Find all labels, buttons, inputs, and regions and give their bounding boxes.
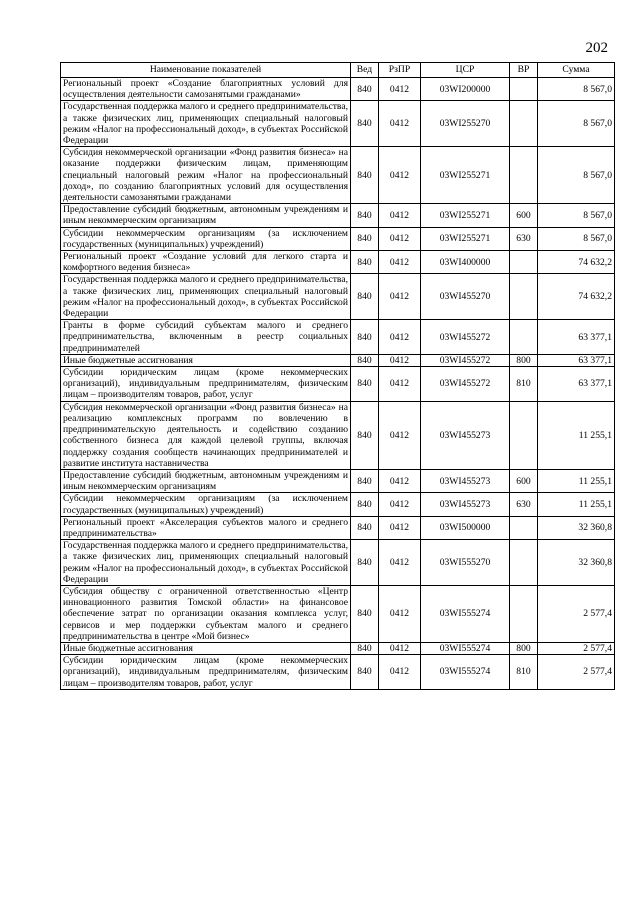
table-row: [61, 367, 615, 402]
table-row: [61, 204, 615, 227]
row-ved: 840: [351, 251, 379, 274]
row-sum: 8 567,0: [538, 147, 615, 204]
row-rzpr: 0412: [379, 101, 421, 147]
row-name: Государственная поддержка малого и среднего предпринимательства, а также физических лиц, применяющих специальный налоговый режим «Налог на профессиональный доход», в субъектах Российской Федерации: [61, 540, 351, 586]
row-sum: 11 255,1: [538, 401, 615, 469]
row-sum: 2 577,4: [538, 655, 615, 690]
column-header-sum: Сумма: [538, 63, 615, 78]
row-name: Региональный проект «Акселерация субъектов малого и среднего предпринимательства»: [61, 516, 351, 539]
row-ved: 840: [351, 320, 379, 355]
row-csr: 03WI455272: [421, 367, 510, 402]
table-row: [61, 320, 615, 355]
row-name: Государственная поддержка малого и среднего предпринимательства, а также физических лиц, применяющих специальный налоговый режим «Налог на профессиональный доход», в субъектах Российской Федерации: [61, 101, 351, 147]
table-row: [61, 493, 615, 516]
row-name: Субсидия обществу с ограниченной ответственностью «Центр инновационного развития Томской области» на финансовое обеспечение затрат по организации оказания комплекса услуг, сервисов и мер поддержки субъектам малого и среднего предпринимательства в центре «Мой бизнес»: [61, 585, 351, 642]
table-row: [61, 655, 615, 690]
row-vr: [510, 516, 538, 539]
row-sum: 63 377,1: [538, 367, 615, 402]
table-row: [61, 401, 615, 469]
row-sum: 63 377,1: [538, 320, 615, 355]
row-sum: 74 632,2: [538, 251, 615, 274]
row-ved: 840: [351, 367, 379, 402]
row-vr: 630: [510, 493, 538, 516]
row-rzpr: 0412: [379, 227, 421, 250]
table-body: [61, 78, 615, 690]
row-ved: 840: [351, 642, 379, 654]
column-header-rzpr: РзПР: [379, 63, 421, 78]
row-ved: 840: [351, 401, 379, 469]
row-rzpr: 0412: [379, 320, 421, 355]
row-ved: 840: [351, 354, 379, 366]
row-vr: 600: [510, 204, 538, 227]
row-rzpr: 0412: [379, 585, 421, 642]
table-row: [61, 251, 615, 274]
table-row: [61, 516, 615, 539]
row-rzpr: 0412: [379, 516, 421, 539]
table-row: [61, 147, 615, 204]
row-name: Иные бюджетные ассигнования: [61, 354, 351, 366]
row-vr: [510, 78, 538, 101]
row-sum: 2 577,4: [538, 585, 615, 642]
row-csr: 03WI455272: [421, 354, 510, 366]
row-name: Субсидии юридическим лицам (кроме некоммерческих организаций), индивидуальным предпринимателям, физическим лицам – производителям товаров, работ, услуг: [61, 367, 351, 402]
column-header-csr: ЦСР: [421, 63, 510, 78]
row-ved: 840: [351, 274, 379, 320]
row-csr: 03WI255271: [421, 227, 510, 250]
row-rzpr: 0412: [379, 469, 421, 492]
row-sum: 8 567,0: [538, 227, 615, 250]
page-number: 202: [585, 40, 608, 56]
row-ved: 840: [351, 469, 379, 492]
row-csr: 03WI255271: [421, 204, 510, 227]
row-csr: 03WI200000: [421, 78, 510, 101]
row-name: Субсидия некоммерческой организации «Фонд развития бизнеса» на оказание поддержки физическим лицам, применяющим специальный налоговый режим «Налог на профессиональный доход», по созданию благоприятных условий для осуществления деятельности самозанятыми гражданами: [61, 147, 351, 204]
row-rzpr: 0412: [379, 493, 421, 516]
column-header-ved: Вед: [351, 63, 379, 78]
row-sum: 8 567,0: [538, 204, 615, 227]
row-ved: 840: [351, 147, 379, 204]
table-row: [61, 101, 615, 147]
table-header-row: [61, 63, 615, 78]
row-name: Предоставление субсидий бюджетным, автономным учреждениям и иным некоммерческим организациям: [61, 204, 351, 227]
row-rzpr: 0412: [379, 274, 421, 320]
row-ved: 840: [351, 493, 379, 516]
row-vr: 810: [510, 655, 538, 690]
table-row: [61, 642, 615, 654]
row-rzpr: 0412: [379, 251, 421, 274]
row-sum: 32 360,8: [538, 516, 615, 539]
row-sum: 2 577,4: [538, 642, 615, 654]
row-rzpr: 0412: [379, 367, 421, 402]
row-vr: [510, 101, 538, 147]
row-csr: 03WI455273: [421, 493, 510, 516]
row-csr: 03WI455272: [421, 320, 510, 355]
row-csr: 03WI455270: [421, 274, 510, 320]
row-csr: 03WI500000: [421, 516, 510, 539]
row-csr: 03WI555270: [421, 540, 510, 586]
row-sum: 11 255,1: [538, 469, 615, 492]
row-name: Гранты в форме субсидий субъектам малого и среднего предпринимательства, включенным в реестр социальных предпринимателей: [61, 320, 351, 355]
table-row: [61, 227, 615, 250]
row-sum: 63 377,1: [538, 354, 615, 366]
row-vr: [510, 251, 538, 274]
column-header-vr: ВР: [510, 63, 538, 78]
row-ved: 840: [351, 204, 379, 227]
row-rzpr: 0412: [379, 354, 421, 366]
row-csr: 03WI255271: [421, 147, 510, 204]
row-vr: [510, 320, 538, 355]
row-sum: 11 255,1: [538, 493, 615, 516]
row-vr: [510, 401, 538, 469]
row-ved: 840: [351, 227, 379, 250]
row-name: Государственная поддержка малого и среднего предпринимательства, а также физических лиц, применяющих специальный налоговый режим «Налог на профессиональный доход», в субъектах Российской Федерации: [61, 274, 351, 320]
budget-table: [60, 62, 615, 690]
table-row: [61, 469, 615, 492]
row-name: Субсидии некоммерческим организациям (за исключением государственных (муниципальных) учреждений): [61, 493, 351, 516]
row-csr: 03WI400000: [421, 251, 510, 274]
row-name: Региональный проект «Создание благоприятных условий для осуществления деятельности самозанятыми гражданами»: [61, 78, 351, 101]
row-ved: 840: [351, 655, 379, 690]
row-rzpr: 0412: [379, 78, 421, 101]
row-vr: 800: [510, 642, 538, 654]
row-name: Субсидии некоммерческим организациям (за исключением государственных (муниципальных) учреждений): [61, 227, 351, 250]
row-ved: 840: [351, 516, 379, 539]
row-vr: [510, 274, 538, 320]
row-csr: 03WI555274: [421, 585, 510, 642]
row-csr: 03WI555274: [421, 642, 510, 654]
row-rzpr: 0412: [379, 642, 421, 654]
row-vr: 810: [510, 367, 538, 402]
row-rzpr: 0412: [379, 401, 421, 469]
row-rzpr: 0412: [379, 540, 421, 586]
row-vr: [510, 585, 538, 642]
row-sum: 74 632,2: [538, 274, 615, 320]
row-name: Иные бюджетные ассигнования: [61, 642, 351, 654]
row-csr: 03WI455273: [421, 401, 510, 469]
table-row: [61, 274, 615, 320]
row-vr: [510, 540, 538, 586]
row-sum: 32 360,8: [538, 540, 615, 586]
row-ved: 840: [351, 78, 379, 101]
row-csr: 03WI455273: [421, 469, 510, 492]
row-csr: 03WI555274: [421, 655, 510, 690]
row-rzpr: 0412: [379, 204, 421, 227]
row-name: Предоставление субсидий бюджетным, автономным учреждениям и иным некоммерческим организациям: [61, 469, 351, 492]
row-vr: 630: [510, 227, 538, 250]
row-ved: 840: [351, 540, 379, 586]
row-vr: 800: [510, 354, 538, 366]
row-vr: [510, 147, 538, 204]
column-header-name: Наименование показателей: [61, 63, 351, 78]
row-sum: 8 567,0: [538, 101, 615, 147]
table-row: [61, 354, 615, 366]
row-sum: 8 567,0: [538, 78, 615, 101]
table-row: [61, 78, 615, 101]
row-name: Субсидии юридическим лицам (кроме некоммерческих организаций), индивидуальным предпринимателям, физическим лицам – производителям товаров, работ, услуг: [61, 655, 351, 690]
table-row: [61, 540, 615, 586]
row-ved: 840: [351, 585, 379, 642]
row-name: Субсидия некоммерческой организации «Фонд развития бизнеса» на реализацию комплексных программ по вовлечению в предпринимательскую деятельность и содействию созданию собственного бизнеса для каждой целевой группы, включая поддержку создания сообществ начинающих предпринимателей и развитие института наставничества: [61, 401, 351, 469]
row-vr: 600: [510, 469, 538, 492]
row-rzpr: 0412: [379, 147, 421, 204]
row-name: Региональный проект «Создание условий для легкого старта и комфортного ведения бизнеса»: [61, 251, 351, 274]
row-rzpr: 0412: [379, 655, 421, 690]
table-row: [61, 585, 615, 642]
row-ved: 840: [351, 101, 379, 147]
row-csr: 03WI255270: [421, 101, 510, 147]
